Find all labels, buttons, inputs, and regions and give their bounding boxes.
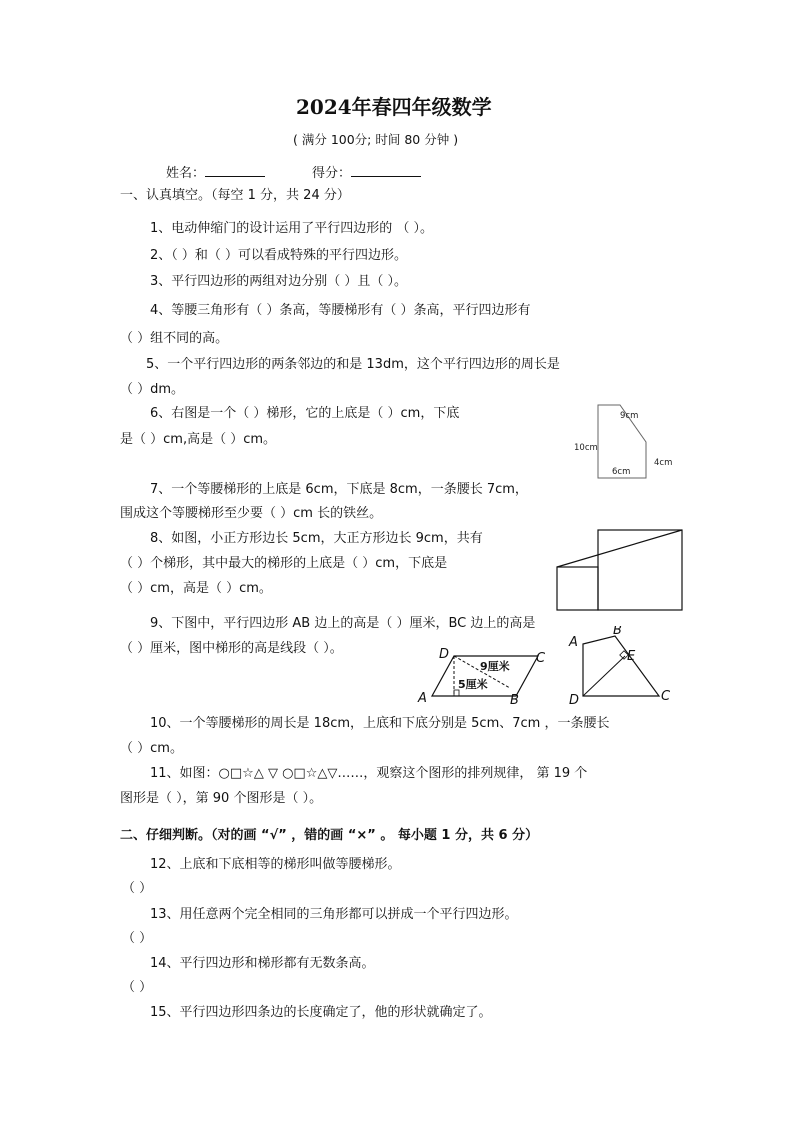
q9-label-5cm: 5厘米 (458, 678, 488, 691)
q9-parallelogram-figure (414, 644, 554, 706)
q8-diagonal (557, 530, 682, 567)
question-9-line2: （ ）厘米，图中梯形的高是线段（ ）。 (120, 641, 343, 656)
score-field (312, 163, 421, 182)
question-7-line2: 围成这个等腰梯形至少要（ ）cm 长的铁丝。 (120, 506, 383, 521)
question-11-line1: 11、如图：○□☆△ ▽ ○□☆△▽……，观察这个图形的排列规律， 第 19 个 (150, 766, 588, 781)
score-blank[interactable] (351, 163, 421, 177)
question-14: 14、平行四边形和梯形都有无数条高。 (150, 956, 375, 971)
q8-squares-figure (555, 528, 685, 612)
question-4-line2: （ ）组不同的高。 (120, 331, 229, 346)
question-5-line2: （ ）dm。 (120, 382, 185, 397)
question-3: 3、平行四边形的两组对边分别（ ）且（ ）。 (150, 274, 408, 289)
q9-label-D: D (439, 647, 450, 662)
q6-label-left: 10cm (574, 443, 598, 453)
q9-label-B: B (510, 693, 519, 706)
question-6-line2: 是（ ）cm,高是（ ）cm。 (120, 432, 277, 447)
section2-heading: 二、仔细判断。（对的画 “√” ，错的画 “×” 。 每小题 1 分，共 6 分） (120, 828, 539, 843)
q6-label-right: 4cm (654, 458, 673, 468)
q9-trapezoid-figure (567, 626, 677, 708)
question-15: 15、平行四边形四条边的长度确定了，他的形状就确定了。 (150, 1005, 492, 1020)
q9-label-C: C (536, 651, 546, 666)
question-8-line3: （ ）cm，高是（ ）cm。 (120, 581, 272, 596)
question-9-line1: 9、下图中，平行四边形 AB 边上的高是（ ）厘米，BC 边上的高是 (150, 616, 536, 631)
page-subtitle: ( 满分 100分; 时间 80 分钟 ) (293, 132, 459, 147)
name-field (166, 163, 265, 182)
question-12-answer[interactable]: （ ） (122, 881, 153, 896)
question-8-line1: 8、如图，小正方形边长 5cm，大正方形边长 9cm，共有 (150, 531, 483, 546)
q9-trap-label-B: B (613, 626, 622, 638)
q6-label-bottom: 6cm (612, 467, 631, 477)
question-11-line2: 图形是（ ），第 90 个图形是（ ）。 (120, 791, 323, 806)
question-14-answer[interactable]: （ ） (122, 980, 153, 995)
question-10-line1: 10、一个等腰梯形的周长是 18cm，上底和下底分别是 5cm、7cm ，一条腰长 (150, 716, 610, 731)
q6-label-top: 9cm (620, 411, 639, 421)
q9-trapezoid-shape (583, 636, 659, 696)
question-13: 13、用任意两个完全相同的三角形都可以拼成一个平行四边形。 (150, 907, 518, 922)
question-10-line2: （ ）cm。 (120, 741, 183, 756)
q6-trapezoid-figure (566, 400, 682, 484)
question-8-line2: （ ）个梯形，其中最大的梯形的上底是（ ）cm，下底是 (120, 556, 448, 571)
q9-trap-label-D: D (569, 693, 580, 708)
question-12: 12、上底和下底相等的梯形叫做等腰梯形。 (150, 857, 401, 872)
score-label: 得分： (312, 166, 352, 181)
section1-heading: 一、认真填空。（每空 1 分，共 24 分） (120, 188, 350, 203)
q9-trap-label-C: C (661, 689, 671, 704)
question-5-line1: 5、一个平行四边形的两条邻边的和是 13dm，这个平行四边形的周长是 (146, 357, 560, 372)
question-4-line1: 4、等腰三角形有（ ）条高，等腰梯形有（ ）条高，平行四边形有 (150, 303, 531, 318)
q9-label-A: A (418, 691, 427, 706)
q9-label-9cm: 9厘米 (480, 660, 510, 673)
name-label: 姓名： (166, 166, 206, 181)
question-2: 2、（ ）和（ ）可以看成特殊的平行四边形。 (150, 248, 408, 263)
q9-trapezoid-diagonal (583, 656, 625, 696)
q9-trap-label-E: E (627, 649, 636, 664)
q9-trap-label-A: A (569, 635, 578, 650)
question-1: 1、电动伸缩门的设计运用了平行四边形的 （ ）。 (150, 221, 434, 236)
name-blank[interactable] (205, 163, 265, 177)
question-13-answer[interactable]: （ ） (122, 931, 153, 946)
question-7-line1: 7、一个等腰梯形的上底是 6cm，下底是 8cm，一条腰长 7cm， (150, 482, 528, 497)
q8-small-square (557, 567, 598, 610)
page-title: 2024年春四年级数学 (296, 95, 492, 119)
question-6-line1: 6、右图是一个（ ）梯形，它的上底是（ ）cm，下底 (150, 406, 460, 421)
